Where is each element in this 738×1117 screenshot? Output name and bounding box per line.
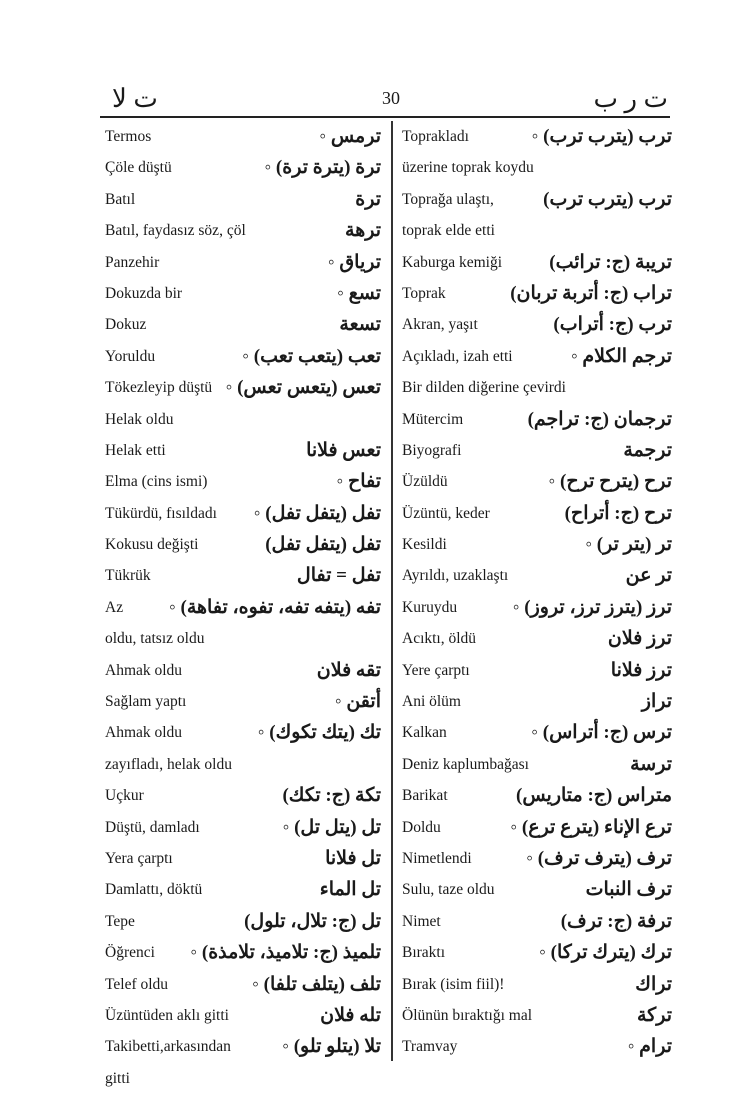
arabic-word: تسع ◦ [337,282,381,304]
dictionary-entry [402,749,672,780]
dictionary-entry [105,1000,381,1031]
dictionary-entry [105,435,381,466]
turkish-meaning: Toprakladı [402,128,469,145]
turkish-meaning: Dokuzda bir [105,284,183,302]
turkish-meaning: Dokuz [105,316,147,334]
arabic-word: ترياق ◦ [327,251,381,273]
arabic-word: أتقن ◦ [334,691,381,713]
header-left-letters: ت لا [112,84,158,113]
turkish-meaning: Düştü, damladı [105,818,200,836]
turkish-meaning: Tepe [105,912,135,930]
dictionary-entry [105,372,381,403]
dictionary-entry [402,152,672,183]
dictionary-entry [402,969,672,1000]
turkish-meaning: Barikat [402,787,448,805]
turkish-meaning: Sağlam yaptı [105,693,187,711]
dictionary-entry [105,466,381,497]
dictionary-entry [402,121,672,152]
arabic-word: تراز [641,691,672,713]
arabic-word: تلميذ (ج: تلاميذ، تلامذة) ◦ [190,942,381,964]
turkish-meaning: Acıktı, öldü [402,630,477,648]
turkish-meaning: oldu, tatsız oldu [105,630,205,648]
turkish-meaning: Tramvay [402,1038,458,1056]
turkish-meaning: Damlattı, döktü [105,881,203,899]
dictionary-entry [402,592,672,623]
dictionary-entry [402,529,672,560]
turkish-meaning: Kuruydu [402,598,458,616]
arabic-word: تقه فلان [316,659,381,681]
dictionary-entry [105,749,381,780]
dictionary-entry [402,843,672,874]
turkish-meaning: Deniz kaplumbağası [402,755,529,773]
dictionary-entry [105,215,381,246]
dictionary-entry [105,969,381,1000]
turkish-meaning: Açıkladı, izah etti [402,347,513,365]
arabic-word: ترة [355,188,381,210]
turkish-meaning: Az [105,598,124,616]
dictionary-entry [402,215,672,246]
arabic-word: ترام ◦ [627,1036,672,1058]
dictionary-entry [402,372,672,403]
arabic-word: ترسة [630,753,672,775]
dictionary-entry [105,1031,381,1062]
turkish-meaning: Ani ölüm [402,693,461,711]
dictionary-entry [402,309,672,340]
turkish-meaning: Bıraktı [402,944,446,962]
dictionary-entry [402,717,672,748]
dictionary-entry [105,592,381,623]
arabic-word: تفه (يتفه تفه، تفوه، تفاهة) ◦ [169,596,381,618]
turkish-meaning: Panzehir [105,253,160,271]
turkish-meaning: Kaburga kemiği [402,253,503,271]
arabic-word: تل فلانا [325,847,381,869]
right-column [402,121,672,1081]
left-column [105,121,381,1087]
dictionary-entry [105,404,381,435]
arabic-word: ترز فلانا [610,659,672,681]
turkish-meaning: Bir dilden diğerine çevirdi [402,379,566,397]
turkish-meaning: Kesildi [402,536,447,554]
arabic-word: تريبة (ج: ترائب) [549,251,672,273]
header-right-letters: ت ر ب [593,84,668,113]
page-number: 30 [382,88,400,108]
arabic-word: تركة [636,1004,672,1026]
dictionary-entry [105,843,381,874]
turkish-meaning: toprak elde etti [402,222,495,240]
arabic-word: ترجمة [623,439,672,461]
turkish-meaning: üzerine toprak koydu [402,159,534,177]
turkish-meaning: Üzüntü, keder [402,504,490,522]
dictionary-entry [105,247,381,278]
dictionary-entry [105,937,381,968]
arabic-word: تفل = تفال [296,565,381,587]
arabic-word: ترب (ج: أتراب) [553,314,672,336]
arabic-word: ترف (يترف ترف) ◦ [526,847,672,869]
turkish-meaning: Tükrük [105,567,151,585]
turkish-meaning: Sulu, taze oldu [402,881,495,899]
turkish-meaning: Tökezleyip düştü [105,379,213,397]
turkish-meaning: Mütercim [402,410,464,428]
arabic-word: ترجم الكلام ◦ [570,345,672,367]
turkish-meaning: Üzüntüden aklı gitti [105,1006,229,1024]
dictionary-entry [105,560,381,591]
turkish-meaning: Ahmak oldu [105,724,183,742]
turkish-meaning: Doldu [402,818,441,836]
turkish-meaning: Takibetti,arkasından [105,1038,231,1056]
dictionary-entry [402,1000,672,1031]
arabic-word: ترب (يترب ترب) ◦ [531,126,672,147]
page-header [100,84,668,114]
arabic-word: تعب (يتعب تعب) ◦ [242,345,381,367]
dictionary-entry [402,623,672,654]
dictionary-entry [402,655,672,686]
turkish-meaning: Telef oldu [105,975,169,993]
dictionary-entry [402,341,672,372]
turkish-meaning: Öğrenci [105,944,155,962]
turkish-meaning: Nimet [402,912,441,930]
arabic-word: متراس (ج: متاريس) [516,785,672,807]
dictionary-entry [402,874,672,905]
arabic-word: ترح (ج: أتراح) [564,502,672,524]
arabic-word: تفاح ◦ [336,471,381,493]
turkish-meaning: Toprak [402,284,446,302]
arabic-word: ترمس ◦ [319,126,381,147]
turkish-meaning: gitti [105,1069,130,1087]
turkish-meaning: Termos [105,128,152,145]
arabic-word: تر عن [625,565,672,587]
turkish-meaning: Yere çarptı [402,661,470,679]
dictionary-entry [402,498,672,529]
turkish-meaning: Yoruldu [105,347,156,365]
dictionary-entry [105,309,381,340]
dictionary-entry [105,529,381,560]
turkish-meaning: Ayrıldı, uzaklaştı [402,567,509,585]
dictionary-entry [402,906,672,937]
dictionary-entry [402,184,672,215]
turkish-meaning: Nimetlendi [402,849,472,867]
turkish-meaning: Biyografi [402,441,462,459]
turkish-meaning: zayıfladı, helak oldu [105,755,232,773]
arabic-word: ترز (يترز ترز، تروز) ◦ [512,596,672,618]
arabic-word: تل (يتل تل) ◦ [282,816,381,838]
turkish-meaning: Helak etti [105,441,166,459]
dictionary-entry [402,247,672,278]
turkish-meaning: Helak oldu [105,410,174,428]
arabic-word: تراك [635,973,672,995]
arabic-word: تكة (ج: تكك) [282,785,381,807]
arabic-word: ترز فلان [607,628,672,650]
turkish-meaning: Ölünün bıraktığı mal [402,1006,533,1024]
arabic-word: تر (يتر تر) ◦ [585,534,672,556]
dictionary-entry [105,184,381,215]
dictionary-entry [402,466,672,497]
arabic-word: تلا (يتلو تلو) ◦ [282,1036,381,1058]
turkish-meaning: Bırak (isim fiil)! [402,975,505,993]
turkish-meaning: Üzüldü [402,473,448,491]
arabic-word: تراب (ج: أتربة تربان) [510,282,672,304]
dictionary-entry [402,1031,672,1062]
dictionary-entry [105,1063,381,1094]
arabic-word: ترس (ج: أتراس) ◦ [531,722,672,744]
dictionary-entry [402,435,672,466]
turkish-meaning: Tükürdü, fısıldadı [105,504,217,522]
dictionary-entry [402,686,672,717]
turkish-meaning: Akran, yaşıt [402,316,478,334]
turkish-meaning: Ahmak oldu [105,661,183,679]
dictionary-entry [402,560,672,591]
dictionary-entry [402,278,672,309]
arabic-word: تلف (يتلف تلفا) ◦ [252,973,381,995]
dictionary-entry [402,937,672,968]
arabic-word: تل (ج: تلال، تلول) [244,910,381,932]
dictionary-entry [105,874,381,905]
column-divider [391,121,393,1061]
dictionary-entry [105,623,381,654]
dictionary-entry [105,341,381,372]
dictionary-entry [105,121,381,152]
arabic-word: ترفة (ج: ترف) [560,910,672,932]
arabic-word: تسعة [339,314,381,336]
dictionary-entry [105,152,381,183]
turkish-meaning: Kalkan [402,724,447,742]
dictionary-entry [402,404,672,435]
dictionary-entry [105,278,381,309]
turkish-meaning: Uçkur [105,787,144,805]
arabic-word: ترة (يترة ترة) ◦ [264,157,381,179]
header-rule [100,116,670,118]
dictionary-entry [105,717,381,748]
arabic-word: ترح (يترح ترح) ◦ [548,471,672,493]
dictionary-entry [402,812,672,843]
arabic-word: تله فلان [320,1004,381,1026]
arabic-word: ترجمان (ج: تراجم) [527,408,672,430]
dictionary-entry [402,780,672,811]
turkish-meaning: Çöle düştü [105,159,172,177]
arabic-word: تل الماء [319,879,381,901]
arabic-word: تعس (يتعس تعس) ◦ [225,377,381,399]
arabic-word: ترف النبات [585,879,672,901]
turkish-meaning: Elma (cins ismi) [105,473,208,491]
arabic-word: ترهة [345,220,381,242]
arabic-word: تك (يتك تكوك) ◦ [257,722,381,744]
arabic-word: ترع الإناء (يترع ترع) ◦ [510,816,672,838]
dictionary-entry [105,780,381,811]
dictionary-entry [105,655,381,686]
arabic-word: ترك (يترك تركا) ◦ [539,942,672,964]
arabic-word: تفل (يتفل تفل) ◦ [253,502,381,524]
turkish-meaning: Yera çarptı [105,849,173,867]
turkish-meaning: Toprağa ulaştı, [402,190,494,208]
arabic-word: ترب (يترب ترب) [543,188,672,210]
dictionary-entry [105,498,381,529]
arabic-word: تفل (يتفل تفل) [265,534,381,556]
turkish-meaning: Batıl [105,190,136,208]
dictionary-entry [105,686,381,717]
dictionary-entry [105,812,381,843]
turkish-meaning: Batıl, faydasız söz, çöl [105,222,246,240]
arabic-word: تعس فلانا [306,439,381,461]
turkish-meaning: Kokusu değişti [105,536,199,554]
dictionary-entry [105,906,381,937]
